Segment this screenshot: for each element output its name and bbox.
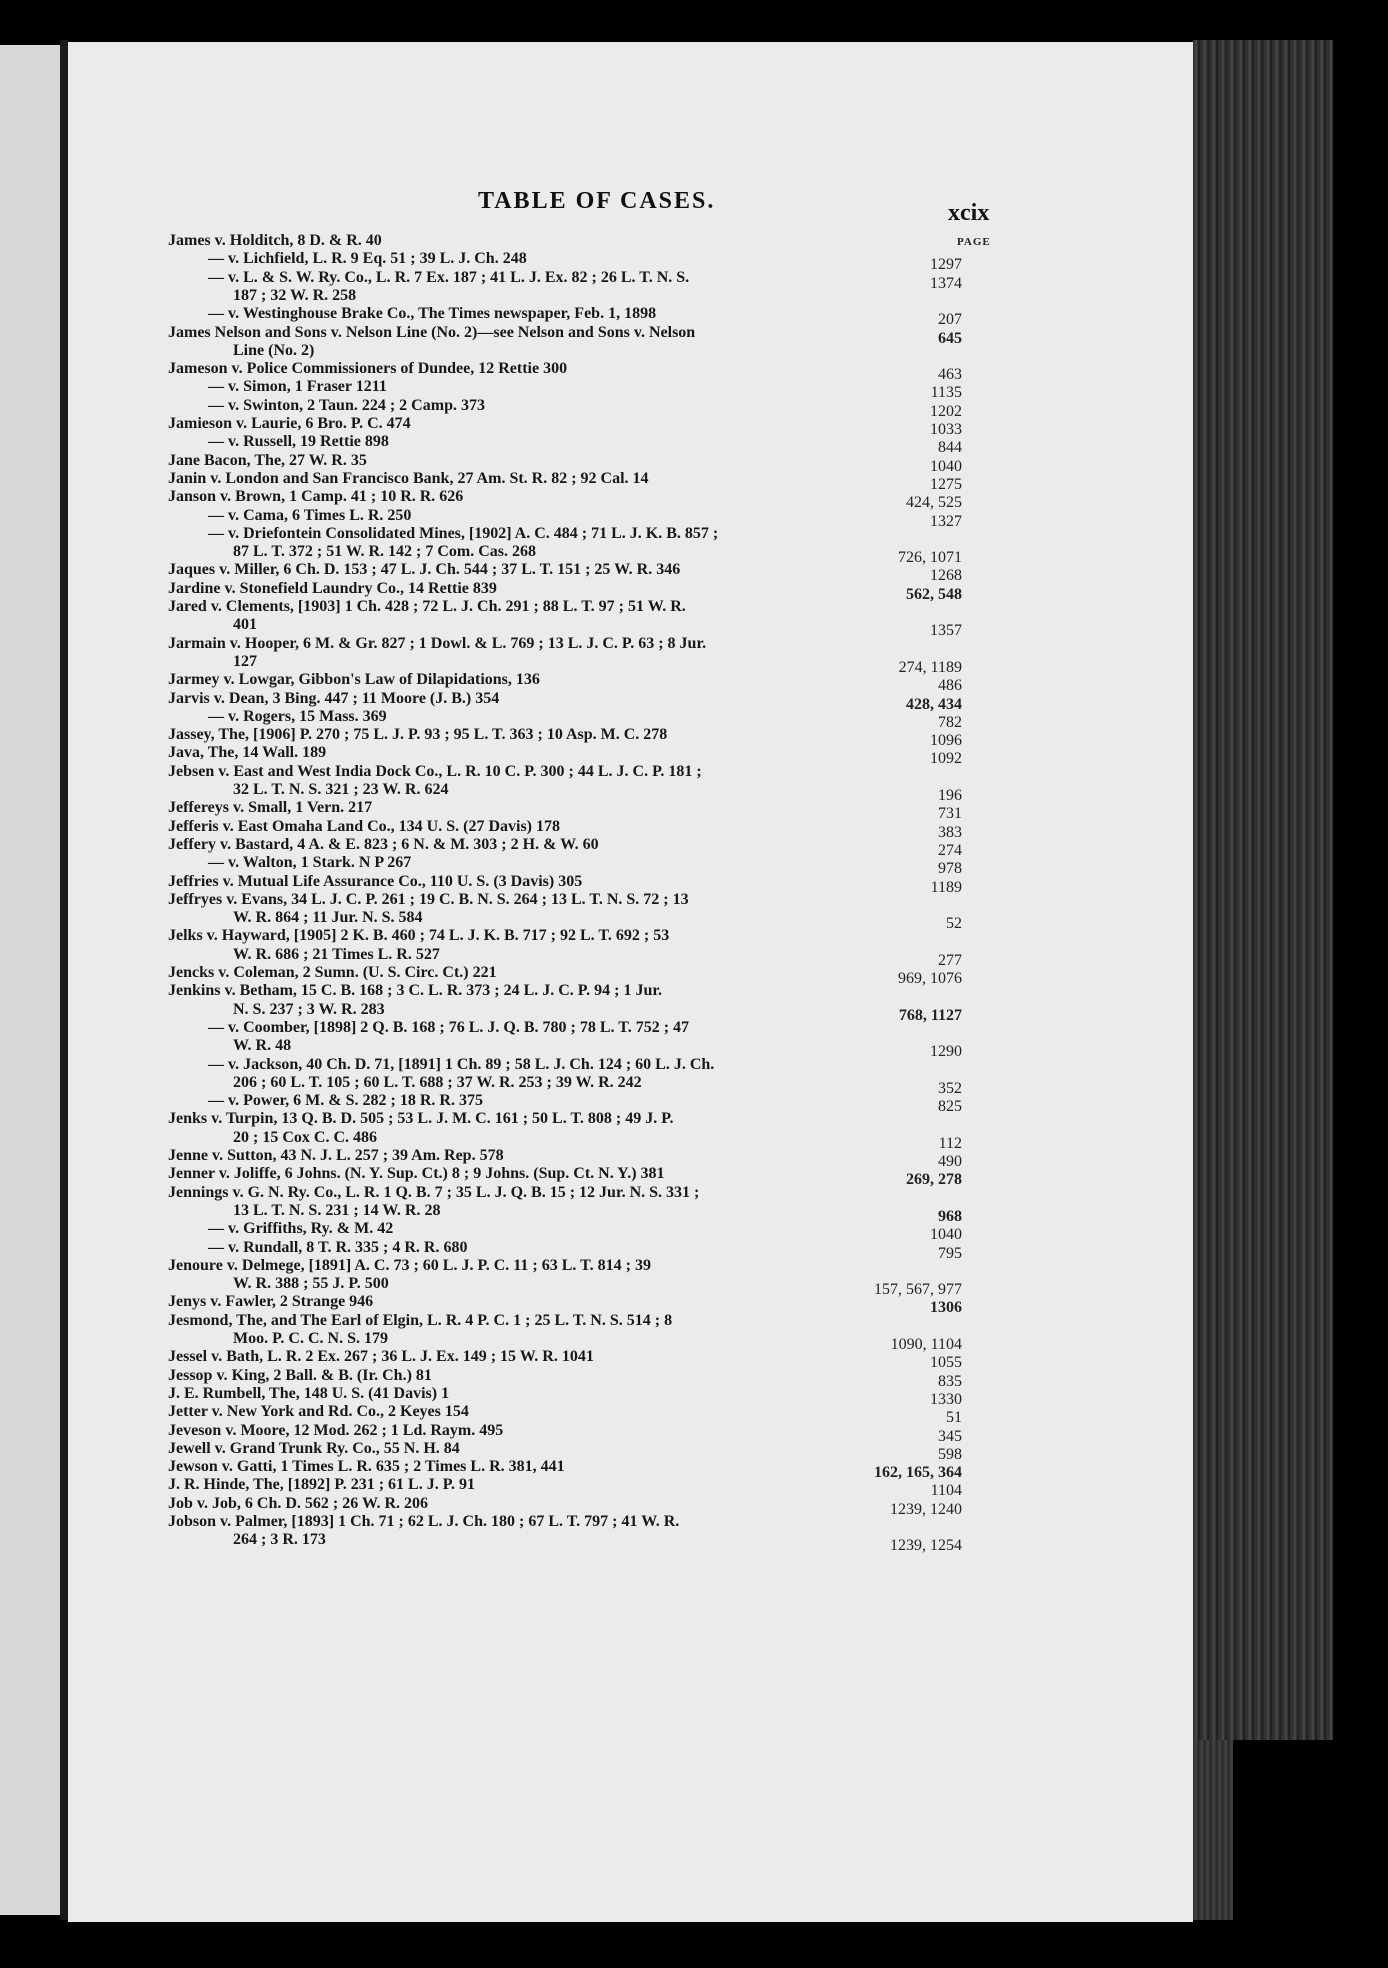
case-citation: Jarmey v. Lowgar, Gibbon's Law of Dilapidations, 136 <box>168 671 540 689</box>
page-reference: 486 <box>938 677 962 695</box>
case-citation: 13 L. T. N. S. 231 ; 14 W. R. 28 <box>233 1201 441 1219</box>
page-reference: 978 <box>938 860 962 878</box>
page-reference: 645 <box>938 329 962 347</box>
case-citation: Jaques v. Miller, 6 Ch. D. 153 ; 47 L. J. Ch. 544 ; 37 L. T. 151 ; 25 W. R. 346 <box>168 561 681 579</box>
case-citation: — v. Westinghouse Brake Co., The Times newspaper, Feb. 1, 1898 <box>208 305 657 323</box>
case-citation: Jeffries v. Mutual Life Assurance Co., 110 U. S. (3 Davis) 305 <box>168 872 583 890</box>
case-citation: 127 <box>233 652 257 670</box>
page-reference: 1040 <box>930 1226 962 1244</box>
case-citation: — v. Cama, 6 Times L. R. 250 <box>208 506 412 524</box>
page-reference: 1239, 1254 <box>890 1537 962 1555</box>
case-citation: Janson v. Brown, 1 Camp. 41 ; 10 R. R. 626 <box>168 488 464 506</box>
page-reference: 1033 <box>930 421 962 438</box>
case-citation: W. R. 864 ; 11 Jur. N. S. 584 <box>233 909 423 927</box>
page-reference: 969, 1076 <box>898 970 962 987</box>
case-citation: Java, The, 14 Wall. 189 <box>168 744 327 762</box>
case-citation: Jarmain v. Hooper, 6 M. & Gr. 827 ; 1 Dowl. & L. 769 ; 13 L. J. C. P. 63 ; 8 Jur. <box>168 634 707 652</box>
case-citation: 87 L. T. 372 ; 51 W. R. 142 ; 7 Com. Cas. 268 <box>233 543 536 561</box>
page-reference: 1189 <box>930 878 962 896</box>
case-citation: Jenks v. Turpin, 13 Q. B. D. 505 ; 53 L. J. M. C. 161 ; 50 L. T. 808 ; 49 J. P. <box>168 1110 674 1128</box>
case-citation: James v. Holditch, 8 D. & R. 40 <box>168 232 382 249</box>
page-column-label: PAGE <box>957 236 991 248</box>
case-citation: Moo. P. C. C. N. S. 179 <box>233 1330 388 1347</box>
case-citation: Jewell v. Grand Trunk Ry. Co., 55 N. H. 84 <box>168 1439 460 1457</box>
case-citation: W. R. 686 ; 21 Times L. R. 527 <box>233 945 440 963</box>
page-reference: 726, 1071 <box>898 549 962 567</box>
page-reference: 352 <box>938 1079 962 1097</box>
case-citation: Jenoure v. Delmege, [1891] A. C. 73 ; 60 L. J. P. C. 11 ; 63 L. T. 814 ; 39 <box>168 1256 651 1274</box>
page-reference: 52 <box>946 915 962 933</box>
page-reference: 1040 <box>930 457 962 475</box>
case-citation: — v. Simon, 1 Fraser 1211 <box>208 378 387 396</box>
page-reference: 825 <box>938 1098 962 1116</box>
page-reference: 345 <box>938 1427 962 1445</box>
case-citation: J. R. Hinde, The, [1892] P. 231 ; 61 L. J. P. 91 <box>168 1476 475 1494</box>
page-reference: 1297 <box>930 256 962 274</box>
case-citation: — v. L. & S. W. Ry. Co., L. R. 7 Ex. 187 ; 41 L. J. Ex. 82 ; 26 L. T. N. S. <box>208 268 690 286</box>
case-citation: Jenkins v. Betham, 15 C. B. 168 ; 3 C. L. R. 373 ; 24 L. J. C. P. 94 ; 1 Jur. <box>168 982 662 1000</box>
page-reference: 1104 <box>930 1482 962 1500</box>
case-citation: Jefferis v. East Omaha Land Co., 134 U. S. (27 Davis) 178 <box>168 817 561 835</box>
case-citation: Jardine v. Stonefield Laundry Co., 14 Rettie 839 <box>168 579 497 597</box>
case-citation: — v. Rogers, 15 Mass. 369 <box>208 707 387 725</box>
case-citation: Jamieson v. Laurie, 6 Bro. P. C. 474 <box>168 415 411 432</box>
page-reference: 269, 278 <box>906 1171 962 1189</box>
page-reference: 1092 <box>930 750 962 768</box>
page-reference: 968 <box>938 1207 962 1225</box>
case-citation: — v. Walton, 1 Stark. N P 267 <box>208 854 412 872</box>
case-citation: — v. Driefontein Consolidated Mines, [1902] A. C. 484 ; 71 L. J. K. B. 857 ; <box>208 524 719 542</box>
case-citation: — v. Russell, 19 Rettie 898 <box>208 433 389 451</box>
case-citation: N. S. 237 ; 3 W. R. 283 <box>233 1000 385 1018</box>
page-reference: 782 <box>938 713 962 731</box>
page-reference: 196 <box>938 787 962 804</box>
page-reference: 1275 <box>930 475 962 493</box>
page-reference: 1374 <box>930 274 962 292</box>
page-reference: 1239, 1240 <box>890 1500 962 1518</box>
page-reference: 463 <box>938 366 962 384</box>
page-reference: 1330 <box>930 1390 962 1408</box>
case-citation: Jeffery v. Bastard, 4 A. & E. 823 ; 6 N. & M. 303 ; 2 H. & W. 60 <box>168 835 599 853</box>
case-citation: Jelks v. Hayward, [1905] 2 K. B. 460 ; 74 L. J. K. B. 717 ; 92 L. T. 692 ; 53 <box>168 927 670 945</box>
case-citation: J. E. Rumbell, The, 148 U. S. (41 Davis) 1 <box>168 1384 450 1402</box>
page-reference: 490 <box>938 1153 962 1170</box>
page-reference: 844 <box>938 439 962 457</box>
case-citation: Jared v. Clements, [1903] 1 Ch. 428 ; 72 L. J. Ch. 291 ; 88 L. T. 97 ; 51 W. R. <box>168 598 686 615</box>
page-reference: 1090, 1104 <box>890 1336 962 1353</box>
page-reference: 795 <box>938 1244 962 1262</box>
page-reference: 112 <box>938 1134 962 1152</box>
page-reference: 428, 434 <box>906 695 962 713</box>
page-reference: 1135 <box>930 384 962 402</box>
case-citation: Jebsen v. East and West India Dock Co., L. R. 10 C. P. 300 ; 44 L. J. C. P. 181 ; <box>168 762 702 780</box>
page-reference: 1268 <box>930 567 962 585</box>
case-citation: Jobson v. Palmer, [1893] 1 Ch. 71 ; 62 L. J. Ch. 180 ; 67 L. T. 797 ; 41 W. R. <box>168 1513 680 1530</box>
case-citation: 20 ; 15 Cox C. C. 486 <box>233 1128 377 1146</box>
case-citation: Janin v. London and San Francisco Bank, 27 Am. St. R. 82 ; 92 Cal. 14 <box>168 469 649 487</box>
page-reference: 1357 <box>930 622 962 640</box>
page-reference: 424, 525 <box>906 494 962 512</box>
case-citation: Jenys v. Fawler, 2 Strange 946 <box>168 1293 374 1311</box>
page-reference: 277 <box>938 951 962 969</box>
case-citation: Jessop v. King, 2 Ball. & B. (Ir. Ch.) 81 <box>168 1366 432 1384</box>
case-citation: Jessel v. Bath, L. R. 2 Ex. 267 ; 36 L. J. Ex. 149 ; 15 W. R. 1041 <box>168 1348 594 1366</box>
case-citation: — v. Rundall, 8 T. R. 335 ; 4 R. R. 680 <box>208 1238 468 1256</box>
case-citation: 187 ; 32 W. R. 258 <box>233 286 357 304</box>
page-reference: 1290 <box>930 1043 962 1061</box>
page-reference: 598 <box>938 1445 962 1463</box>
page-reference: 835 <box>938 1372 962 1390</box>
case-citation: Jane Bacon, The, 27 W. R. 35 <box>168 451 367 469</box>
page-reference: 157, 567, 977 <box>874 1281 962 1299</box>
case-citation: Jenner v. Joliffe, 6 Johns. (N. Y. Sup. Ct.) 8 ; 9 Johns. (Sup. Ct. N. Y.) 381 <box>168 1165 665 1183</box>
case-citation: — v. Coomber, [1898] 2 Q. B. 168 ; 76 L. J. Q. B. 780 ; 78 L. T. 752 ; 47 <box>208 1018 690 1036</box>
page-reference: 731 <box>938 805 962 823</box>
case-citation: — v. Lichfield, L. R. 9 Eq. 51 ; 39 L. J. Ch. 248 <box>208 250 527 268</box>
case-citation: — v. Griffiths, Ry. & M. 42 <box>208 1220 394 1238</box>
page-reference: 274 <box>938 841 962 859</box>
case-citation: Jeffryes v. Evans, 34 L. J. C. P. 261 ; 19 C. B. N. S. 264 ; 13 L. T. N. S. 72 ; 13 <box>168 890 689 908</box>
page-reference: 1055 <box>930 1354 962 1372</box>
case-citation: 206 ; 60 L. T. 105 ; 60 L. T. 688 ; 37 W. R. 253 ; 39 W. R. 242 <box>233 1073 642 1091</box>
case-citation: Jeffereys v. Small, 1 Vern. 217 <box>168 799 373 817</box>
case-citation: Jarvis v. Dean, 3 Bing. 447 ; 11 Moore (J. B.) 354 <box>168 689 500 707</box>
page-reference: 207 <box>938 311 962 329</box>
case-citation: Jennings v. G. N. Ry. Co., L. R. 1 Q. B. 7 ; 35 L. J. Q. B. 15 ; 12 Jur. N. S. 331 ; <box>168 1183 700 1201</box>
page-reference: 1306 <box>930 1299 962 1317</box>
page-reference: 1202 <box>930 402 962 420</box>
case-citation: James Nelson and Sons v. Nelson Line (No. 2)—see Nelson and Sons v. Nelson <box>168 323 696 341</box>
page-reference: 274, 1189 <box>898 658 962 676</box>
case-citation: Jameson v. Police Commissioners of Dundee, 12 Rettie 300 <box>168 360 568 378</box>
case-citation: — v. Power, 6 M. & S. 282 ; 18 R. R. 375 <box>208 1092 483 1110</box>
case-citation: — v. Swinton, 2 Taun. 224 ; 2 Camp. 373 <box>208 396 485 414</box>
running-head: TABLE OF CASES. <box>478 188 716 214</box>
case-citation: Jassey, The, [1906] P. 270 ; 75 L. J. P. 93 ; 95 L. T. 363 ; 10 Asp. M. C. 278 <box>168 726 668 744</box>
case-citation: — v. Jackson, 40 Ch. D. 71, [1891] 1 Ch. 89 ; 58 L. J. Ch. 124 ; 60 L. J. Ch. <box>208 1055 715 1073</box>
case-citation: Jetter v. New York and Rd. Co., 2 Keyes 154 <box>168 1403 469 1421</box>
page-reference: 768, 1127 <box>898 1006 962 1024</box>
case-citation: Line (No. 2) <box>233 341 315 359</box>
case-citation: Jenne v. Sutton, 43 N. J. L. 257 ; 39 Am. Rep. 578 <box>168 1147 504 1164</box>
page-reference: 162, 165, 364 <box>874 1464 962 1482</box>
case-citation: Job v. Job, 6 Ch. D. 562 ; 26 W. R. 206 <box>168 1494 429 1512</box>
case-citation: 32 L. T. N. S. 321 ; 23 W. R. 624 <box>233 781 449 798</box>
page-reference: 51 <box>946 1409 962 1427</box>
case-citation: Jesmond, The, and The Earl of Elgin, L. R. 4 P. C. 1 ; 25 L. T. N. S. 514 ; 8 <box>168 1311 673 1329</box>
case-citation: Jewson v. Gatti, 1 Times L. R. 635 ; 2 Times L. R. 381, 441 <box>168 1458 565 1476</box>
case-citation: 401 <box>233 616 257 634</box>
case-citation: W. R. 48 <box>233 1037 292 1055</box>
folio: xcix <box>948 200 990 226</box>
case-citation: 264 ; 3 R. 173 <box>233 1531 326 1549</box>
case-citation: W. R. 388 ; 55 J. P. 500 <box>233 1275 389 1293</box>
page-reference: 1096 <box>930 732 962 750</box>
case-citation: Jencks v. Coleman, 2 Sumn. (U. S. Circ. Ct.) 221 <box>168 964 497 981</box>
page-reference: 383 <box>938 823 962 841</box>
page-reference: 562, 548 <box>906 585 962 603</box>
case-citation: Jeveson v. Moore, 12 Mod. 262 ; 1 Ld. Raym. 495 <box>168 1421 504 1439</box>
page-reference: 1327 <box>930 512 962 530</box>
